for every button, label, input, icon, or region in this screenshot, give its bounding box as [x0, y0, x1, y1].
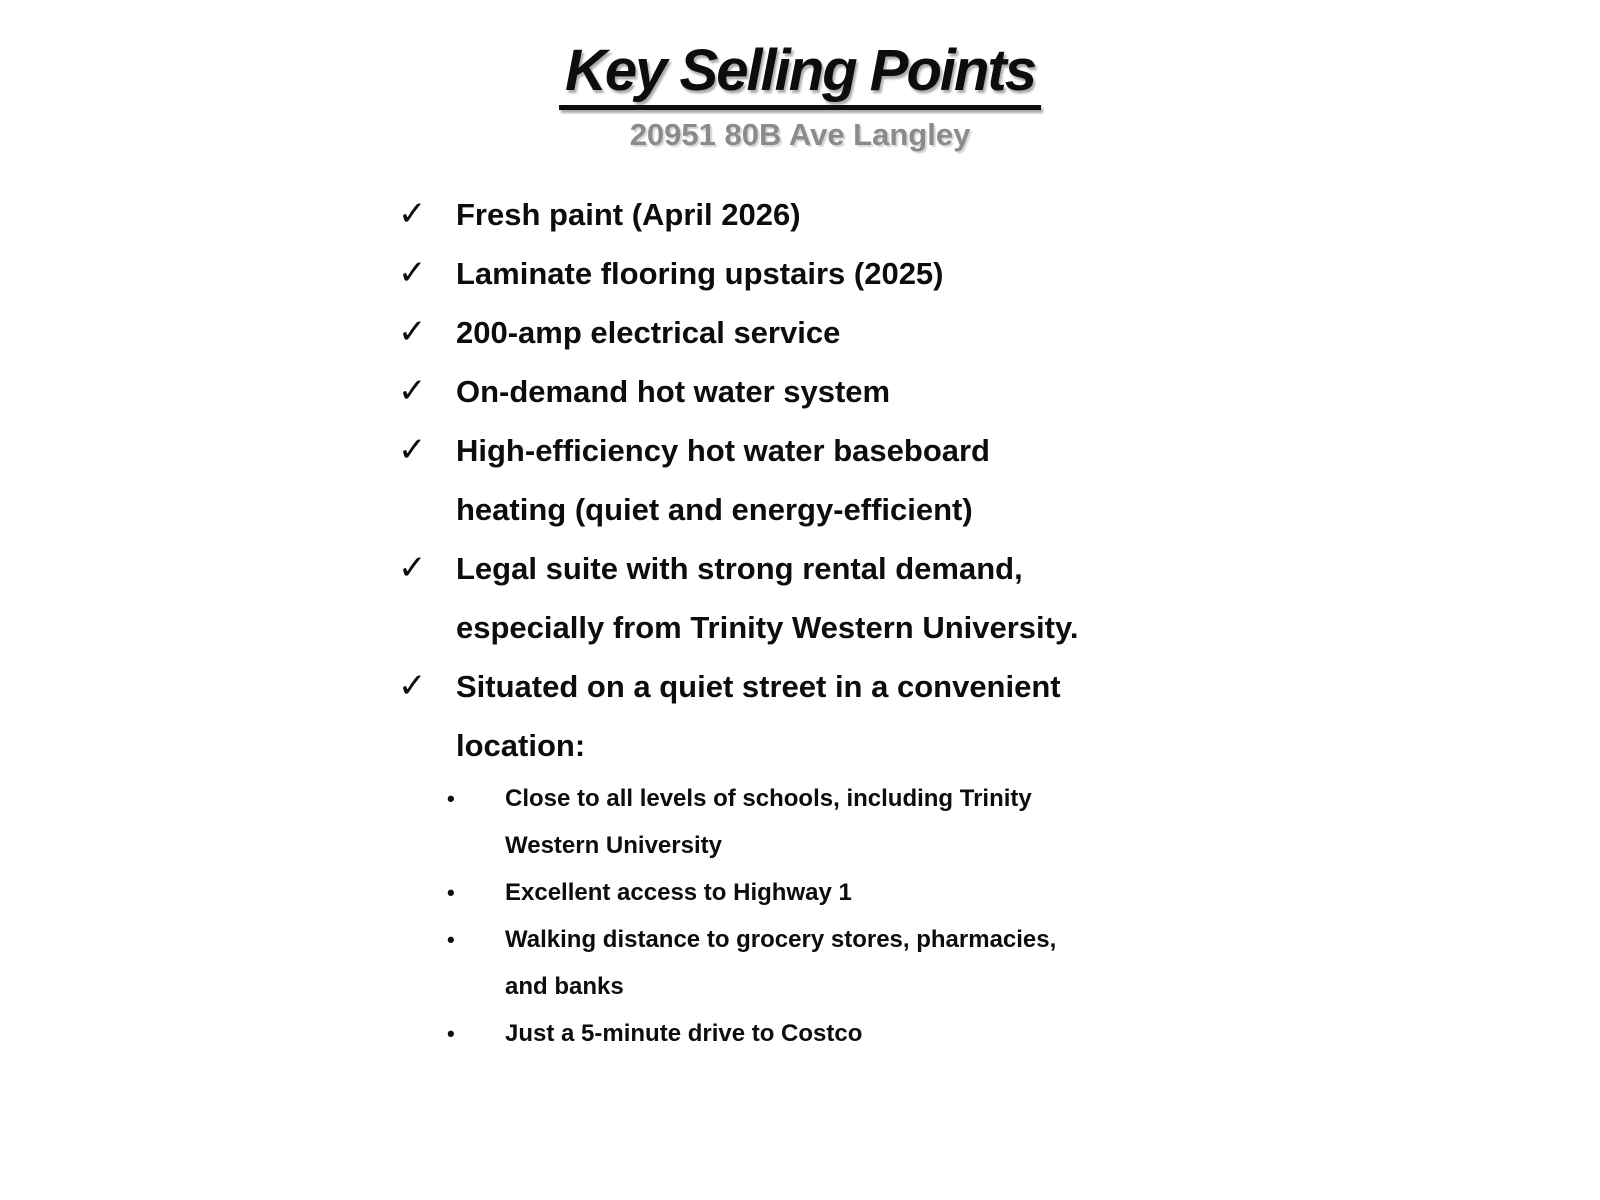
checkmark-icon: ✓ [398, 313, 427, 351]
selling-point-item [396, 539, 1156, 657]
selling-point-text: Laminate flooring upstairs (2025) [456, 256, 944, 291]
checkmark-icon: ✓ [398, 254, 427, 292]
location-detail-item [447, 775, 1140, 869]
selling-point-text: Fresh paint (April 2026) [456, 197, 801, 232]
bullet-icon: • [447, 1021, 455, 1046]
checkmark-icon: ✓ [398, 372, 427, 410]
location-detail-text: Just a 5-minute drive to Costco [505, 1020, 863, 1047]
checkmark-icon: ✓ [398, 195, 427, 233]
location-detail-item [447, 869, 1140, 916]
selling-point-text: Situated on a quiet street in a convenient location: [456, 669, 1061, 763]
selling-point-item [396, 244, 1156, 303]
location-detail-item [447, 1010, 1140, 1057]
bullet-icon: • [447, 880, 455, 905]
bullet-icon: • [447, 786, 455, 811]
location-detail-text: Walking distance to grocery stores, pharmacies, and banks [505, 926, 1057, 1000]
selling-point-text: On-demand hot water system [456, 374, 891, 409]
selling-point-item [396, 303, 1156, 362]
selling-point-text: High-efficiency hot water baseboard heating (quiet and energy-efficient) [456, 433, 990, 527]
location-detail-text: Excellent access to Highway 1 [505, 879, 852, 906]
checkmark-icon: ✓ [398, 667, 427, 705]
selling-point-item [396, 362, 1156, 421]
selling-point-item [396, 185, 1156, 244]
slide-header [0, 40, 1600, 153]
checkmark-icon: ✓ [398, 431, 427, 469]
selling-point-item [396, 657, 1156, 1057]
page-title: Key Selling Points [559, 40, 1041, 110]
location-detail-text: Close to all levels of schools, including Trinity Western University [505, 785, 1032, 859]
bullet-icon: • [447, 927, 455, 952]
property-address-subtitle: 20951 80B Ave Langley [629, 117, 971, 152]
selling-point-item [396, 421, 1156, 539]
selling-points-list [396, 185, 1600, 1057]
location-detail-item [447, 916, 1140, 1010]
checkmark-icon: ✓ [398, 549, 427, 587]
location-details-list [447, 775, 1156, 1057]
selling-point-text: Legal suite with strong rental demand, especially from Trinity Western University. [456, 551, 1079, 645]
selling-point-text: 200-amp electrical service [456, 315, 841, 350]
